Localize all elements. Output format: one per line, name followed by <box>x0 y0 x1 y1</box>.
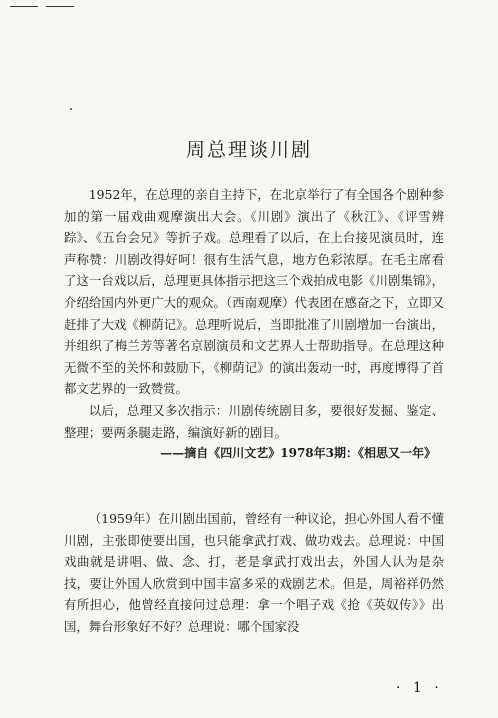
article-body-continued <box>64 508 444 638</box>
page-number: · 1 · <box>396 680 443 696</box>
top-rule <box>10 6 38 7</box>
scan-speck <box>70 108 72 110</box>
source-citation: ——摘自《四川文艺》1978年3期：《相思又一年》 <box>160 446 436 461</box>
top-rule <box>46 6 74 7</box>
paragraph: 以后，总理又多次指示：川剧传统剧目多，要很好发掘、鉴定、整理；要两条腿走路，编演好新的剧目。 <box>64 402 444 440</box>
paragraph: 1952年，在总理的亲自主持下，在北京举行了有全国各个剧种参加的第一届戏曲观摩演出大会。《川剧》演出了《秋江》、《评雪辨踪》、《五台会兄》等折子戏。总理看了以后，在上台接见演员时，连声称赞：川剧改得好呵！很有生活气息，地方色彩浓厚。在毛主席看了这一台戏以后，总理更具体指示把这三个戏拍成电影《川剧集锦》，介绍给国内外更广大的观众。（西南观摩）代表团在感奋之下，立即又赶排了大戏《柳荫记》。总理听说后，当即批准了川剧增加一台演出，并组织了梅兰芳等著名京剧演员和文艺界人士帮助指导。在总理这种无微不至的关怀和鼓励下，《柳荫记》的演出轰动一时，再度博得了首都文艺界的一致赞赏。 <box>64 187 444 397</box>
page-title: 周总理谈川剧 <box>185 138 312 161</box>
paragraph: （1959年）在川剧出国前，曾经有一种议论，担心外国人看不懂川剧，主张即使要出国，也只能拿武打戏、做功戏去。总理说：中国戏曲就是讲唱、做、念、打，老是拿武打戏出去，外国人认为是杂技，要让外国人欣赏到中国丰富多采的戏剧艺术。但是，周裕祥仍然有所担心，他曾经直接问过总理：拿一个唱子戏《抢《英奴传》》出国，舞台形象好不好？总理说：哪个国家没 <box>64 511 444 634</box>
article-body <box>64 184 444 465</box>
